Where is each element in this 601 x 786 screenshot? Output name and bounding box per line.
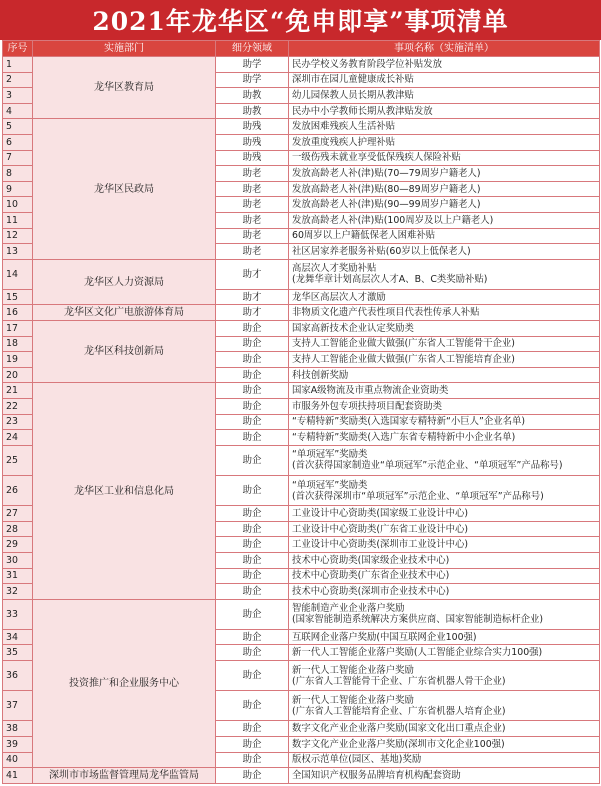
item-name-cell: “专精特新”奖励类(入选广东省专精特新中小企业名单) <box>289 430 600 446</box>
header-row <box>3 41 600 57</box>
row-serial-number: 7 <box>3 150 33 166</box>
item-name-cell: 新一代人工智能企业落户奖励 (广东省人工智能培育企业、广东省机器人培育企业) <box>289 691 600 721</box>
row-serial-number: 14 <box>3 259 33 289</box>
items-table <box>2 40 600 784</box>
field-cell: 助残 <box>216 134 289 150</box>
row-serial-number: 40 <box>3 752 33 768</box>
row-serial-number: 23 <box>3 414 33 430</box>
row-serial-number: 37 <box>3 691 33 721</box>
row-serial-number: 16 <box>3 305 33 321</box>
field-cell: 助老 <box>216 181 289 197</box>
item-name-cell: 数字文化产业企业落户奖励(深圳市文化企业100强) <box>289 736 600 752</box>
field-cell: 助企 <box>216 399 289 415</box>
item-name-cell: 版权示范单位(园区、基地)奖励 <box>289 752 600 768</box>
table-row <box>3 383 600 399</box>
field-cell: 助企 <box>216 475 289 505</box>
table-row <box>3 768 600 784</box>
item-name-cell: 工业设计中心资助类(国家级工业设计中心) <box>289 506 600 522</box>
table-row <box>3 259 600 289</box>
table-header <box>3 41 600 57</box>
row-serial-number: 19 <box>3 352 33 368</box>
field-cell: 助企 <box>216 568 289 584</box>
row-serial-number: 25 <box>3 445 33 475</box>
field-cell: 助企 <box>216 537 289 553</box>
items-table-container <box>2 40 599 784</box>
department-cell: 深圳市市场监督管理局龙华监管局 <box>33 768 216 784</box>
item-name-cell: 发放高龄老人补(津)贴(100周岁及以上户籍老人) <box>289 212 600 228</box>
field-cell: 助企 <box>216 721 289 737</box>
field-cell: 助企 <box>216 336 289 352</box>
row-serial-number: 1 <box>3 57 33 73</box>
row-serial-number: 11 <box>3 212 33 228</box>
row-serial-number: 34 <box>3 629 33 645</box>
field-cell: 助企 <box>216 352 289 368</box>
row-serial-number: 33 <box>3 599 33 629</box>
table-row <box>3 321 600 337</box>
field-cell: 助企 <box>216 645 289 661</box>
row-serial-number: 31 <box>3 568 33 584</box>
row-serial-number: 39 <box>3 736 33 752</box>
row-serial-number: 10 <box>3 197 33 213</box>
table-row <box>3 305 600 321</box>
item-name-cell: 民办学校义务教育阶段学位补贴发放 <box>289 57 600 73</box>
table-row <box>3 599 600 629</box>
row-serial-number: 9 <box>3 181 33 197</box>
field-cell: 助老 <box>216 166 289 182</box>
row-serial-number: 36 <box>3 661 33 691</box>
field-cell: 助残 <box>216 150 289 166</box>
field-cell: 助企 <box>216 599 289 629</box>
department-cell: 龙华区教育局 <box>33 57 216 119</box>
item-name-cell: 深圳市在园儿童健康成长补贴 <box>289 72 600 88</box>
field-cell: 助企 <box>216 430 289 446</box>
item-name-cell: “专精特新”奖励类(入选国家专精特新“小巨人”企业名单) <box>289 414 600 430</box>
field-cell: 助才 <box>216 289 289 305</box>
row-serial-number: 20 <box>3 367 33 383</box>
row-serial-number: 29 <box>3 537 33 553</box>
row-serial-number: 24 <box>3 430 33 446</box>
item-name-cell: 龙华区高层次人才激励 <box>289 289 600 305</box>
item-name-cell: 国家高新技术企业认定奖励类 <box>289 321 600 337</box>
item-name-cell: 支持人工智能企业做大做强(广东省人工智能骨干企业) <box>289 336 600 352</box>
field-cell: 助才 <box>216 259 289 289</box>
item-name-cell: 工业设计中心资助类(深圳市工业设计中心) <box>289 537 600 553</box>
field-cell: 助残 <box>216 119 289 135</box>
row-serial-number: 26 <box>3 475 33 505</box>
row-serial-number: 17 <box>3 321 33 337</box>
row-serial-number: 18 <box>3 336 33 352</box>
field-cell: 助企 <box>216 768 289 784</box>
row-serial-number: 30 <box>3 552 33 568</box>
department-cell: 龙华区民政局 <box>33 119 216 259</box>
item-name-cell: 发放高龄老人补(津)贴(90—99周岁户籍老人) <box>289 197 600 213</box>
field-cell: 助企 <box>216 661 289 691</box>
row-serial-number: 4 <box>3 103 33 119</box>
header-department: 实施部门 <box>33 41 216 57</box>
item-name-cell: 发放困难残疾人生活补贴 <box>289 119 600 135</box>
item-name-cell: 幼儿园保教人员长期从教津贴 <box>289 88 600 104</box>
field-cell: 助企 <box>216 584 289 600</box>
row-serial-number: 27 <box>3 506 33 522</box>
department-cell: 龙华区文化广电旅游体育局 <box>33 305 216 321</box>
item-name-cell: 一级伤残未就业享受低保残疾人保险补贴 <box>289 150 600 166</box>
item-name-cell: 新一代人工智能企业落户奖励 (广东省人工智能骨干企业、广东省机器人骨干企业) <box>289 661 600 691</box>
item-name-cell: 技术中心资助类(广东省企业技术中心) <box>289 568 600 584</box>
item-name-cell: 发放高龄老人补(津)贴(70—79周岁户籍老人) <box>289 166 600 182</box>
item-name-cell: 技术中心资助类(深圳市企业技术中心) <box>289 584 600 600</box>
field-cell: 助企 <box>216 752 289 768</box>
item-name-cell: 民办中小学教师长期从教津贴发放 <box>289 103 600 119</box>
header-field: 细分领域 <box>216 41 289 57</box>
item-name-cell: 工业设计中心资助类(广东省工业设计中心) <box>289 521 600 537</box>
field-cell: 助教 <box>216 88 289 104</box>
item-name-cell: 发放高龄老人补(津)贴(80—89周岁户籍老人) <box>289 181 600 197</box>
row-serial-number: 21 <box>3 383 33 399</box>
item-name-cell: 科技创新奖励 <box>289 367 600 383</box>
field-cell: 助学 <box>216 72 289 88</box>
item-name-cell: 非物质文化遗产代表性项目代表性传承人补贴 <box>289 305 600 321</box>
field-cell: 助老 <box>216 212 289 228</box>
row-serial-number: 12 <box>3 228 33 244</box>
field-cell: 助企 <box>216 383 289 399</box>
item-name-cell: 发放重度残疾人护理补贴 <box>289 134 600 150</box>
item-name-cell: “单项冠军”奖励类 (首次获得深圳市“单项冠军”示范企业、“单项冠军”产品称号) <box>289 475 600 505</box>
field-cell: 助才 <box>216 305 289 321</box>
item-name-cell: 智能制造产业企业落户奖励 (国家智能制造系统解决方案供应商、国家智能制造标杆企业) <box>289 599 600 629</box>
item-name-cell: 支持人工智能企业做大做强(广东省人工智能培育企业) <box>289 352 600 368</box>
row-serial-number: 15 <box>3 289 33 305</box>
field-cell: 助企 <box>216 506 289 522</box>
page-title: 2021年龙华区“免申即享”事项清单 <box>0 0 601 40</box>
field-cell: 助企 <box>216 321 289 337</box>
row-serial-number: 6 <box>3 134 33 150</box>
row-serial-number: 3 <box>3 88 33 104</box>
row-serial-number: 22 <box>3 399 33 415</box>
table-body <box>3 57 600 784</box>
item-name-cell: 市服务外包专项扶持项目配套资助类 <box>289 399 600 415</box>
field-cell: 助企 <box>216 736 289 752</box>
department-cell: 龙华区人力资源局 <box>33 259 216 305</box>
table-row <box>3 119 600 135</box>
row-serial-number: 41 <box>3 768 33 784</box>
field-cell: 助企 <box>216 629 289 645</box>
field-cell: 助老 <box>216 197 289 213</box>
row-serial-number: 38 <box>3 721 33 737</box>
row-serial-number: 5 <box>3 119 33 135</box>
field-cell: 助企 <box>216 691 289 721</box>
field-cell: 助企 <box>216 367 289 383</box>
row-serial-number: 32 <box>3 584 33 600</box>
field-cell: 助教 <box>216 103 289 119</box>
field-cell: 助企 <box>216 414 289 430</box>
header-item-name: 事项名称（实施清单） <box>289 41 600 57</box>
field-cell: 助企 <box>216 552 289 568</box>
field-cell: 助学 <box>216 57 289 73</box>
header-serial-number: 序号 <box>3 41 33 57</box>
row-serial-number: 35 <box>3 645 33 661</box>
department-cell: 投资推广和企业服务中心 <box>33 599 216 767</box>
table-row <box>3 57 600 73</box>
field-cell: 助企 <box>216 521 289 537</box>
row-serial-number: 8 <box>3 166 33 182</box>
row-serial-number: 2 <box>3 72 33 88</box>
item-name-cell: 60周岁以上户籍低保老人困难补贴 <box>289 228 600 244</box>
item-name-cell: 技术中心资助类(国家级企业技术中心) <box>289 552 600 568</box>
row-serial-number: 13 <box>3 244 33 260</box>
item-name-cell: 社区居家养老服务补贴(60岁以上低保老人) <box>289 244 600 260</box>
department-cell: 龙华区工业和信息化局 <box>33 383 216 599</box>
field-cell: 助企 <box>216 445 289 475</box>
item-name-cell: 国家A级物流及市重点物流企业资助类 <box>289 383 600 399</box>
item-name-cell: 全国知识产权服务品牌培育机构配套资助 <box>289 768 600 784</box>
item-name-cell: “单项冠军”奖励类 (首次获得国家制造业“单项冠军”示范企业、“单项冠军”产品称号) <box>289 445 600 475</box>
field-cell: 助老 <box>216 244 289 260</box>
item-name-cell: 高层次人才奖励补贴 (龙舞华章计划高层次人才A、B、C类奖励补贴) <box>289 259 600 289</box>
item-name-cell: 互联网企业落户奖励(中国互联网企业100强) <box>289 629 600 645</box>
item-name-cell: 新一代人工智能企业落户奖励(人工智能企业综合实力100强) <box>289 645 600 661</box>
department-cell: 龙华区科技创新局 <box>33 321 216 383</box>
field-cell: 助老 <box>216 228 289 244</box>
item-name-cell: 数字文化产业企业落户奖励(国家文化出口重点企业) <box>289 721 600 737</box>
row-serial-number: 28 <box>3 521 33 537</box>
